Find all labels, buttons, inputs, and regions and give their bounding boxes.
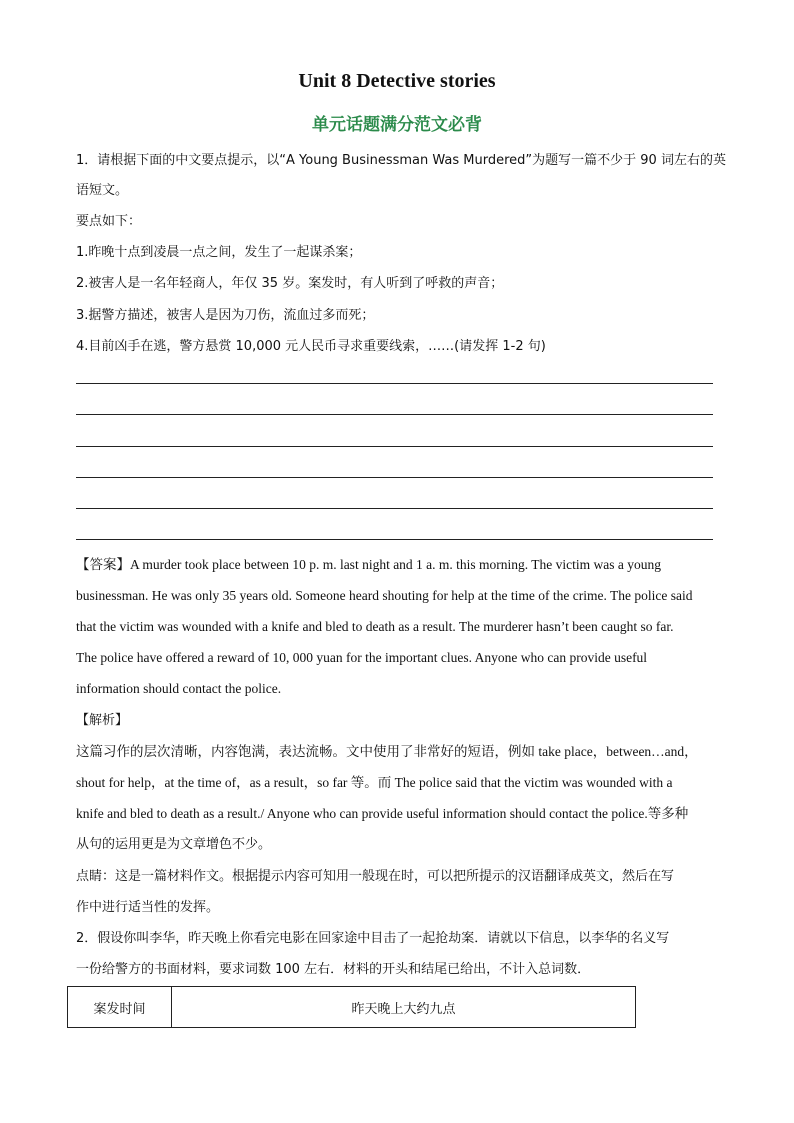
analysis-line-2: shout for help，at the time of，as a result，so far 等。而 The police said that the victim was wounded with a [76, 775, 673, 790]
answer-blank-line[interactable] [76, 477, 713, 478]
q2-info-table [67, 986, 636, 1028]
answer-blank-line[interactable] [76, 383, 713, 384]
page-title: Unit 8 Detective stories [298, 70, 496, 92]
answer-line-5: information should contact the police. [76, 681, 282, 696]
q1-point-3: 3.据警方描述，被害人是因为刀伤，流血过多而死； [76, 308, 375, 323]
q1-points-heading: 要点如下： [76, 214, 142, 229]
answer-blank-line[interactable] [76, 539, 713, 540]
table-row [68, 987, 636, 1028]
q2-prompt-line-1: 2．假设你叫李华，昨天晚上你看完电影在回家途中目击了一起抢劫案．请就以下信息，以李华的名义写 [76, 931, 670, 946]
answer-line-1: 【答案】A murder took place between 10 p. m. last night and 1 a. m. this morning. The victim was a young [76, 557, 662, 572]
analysis-line-1: 这篇习作的层次清晰，内容饱满，表达流畅。文中使用了非常好的短语，例如 take place，between…and， [76, 744, 698, 759]
q1-point-2: 2.被害人是一名年轻商人，年仅 35 岁。案发时，有人听到了呼救的声音； [76, 276, 504, 291]
answer-line-3: that the victim was wounded with a knife and bled to death as a result. The murderer hasn’t been caught so far. [76, 619, 674, 634]
analysis-line-3: knife and bled to death as a result./ Anyone who can provide useful information should contact the police.等多种 [76, 806, 689, 821]
answer-blank-line[interactable] [76, 446, 713, 447]
q1-point-4: 4.目前凶手在逃，警方悬赏 10,000 元人民币寻求重要线索，……(请发挥 1-2 句) [76, 339, 546, 354]
analysis-line-6: 作中进行适当性的发挥。 [76, 900, 220, 915]
answer-line-4: The police have offered a reward of 10, 000 yuan for the important clues. Anyone who can provide useful [76, 650, 648, 665]
analysis-line-5: 点睛：这是一篇材料作文。根据提示内容可知用一般现在时，可以把所提示的汉语翻译成英文，然后在写 [76, 869, 675, 884]
table-cell-value: 昨天晚上大约九点 [172, 987, 636, 1028]
q2-prompt-line-2: 一份给警方的书面材料，要求词数 100 左右．材料的开头和结尾已给出，不计入总词数． [76, 962, 591, 977]
analysis-heading: 【解析】 [76, 713, 129, 728]
answer-blank-line[interactable] [76, 508, 713, 509]
q1-point-1: 1.昨晚十点到凌晨一点之间，发生了一起谋杀案； [76, 245, 362, 260]
answer-blank-line[interactable] [76, 414, 713, 415]
q1-prompt-line-2: 语短文。 [76, 183, 129, 198]
q1-prompt-line-1: 1．请根据下面的中文要点提示，以“A Young Businessman Was Murdered”为题写一篇不少于 90 词左右的英 [76, 153, 726, 168]
answer-line-2: businessman. He was only 35 years old. Someone heard shouting for help at the time of the crime. The police said [76, 588, 693, 603]
page-subtitle: 单元话题满分范文必背 [312, 115, 482, 135]
analysis-line-4: 从句的运用更是为文章增色不少。 [76, 837, 272, 852]
table-cell-label: 案发时间 [68, 987, 172, 1028]
